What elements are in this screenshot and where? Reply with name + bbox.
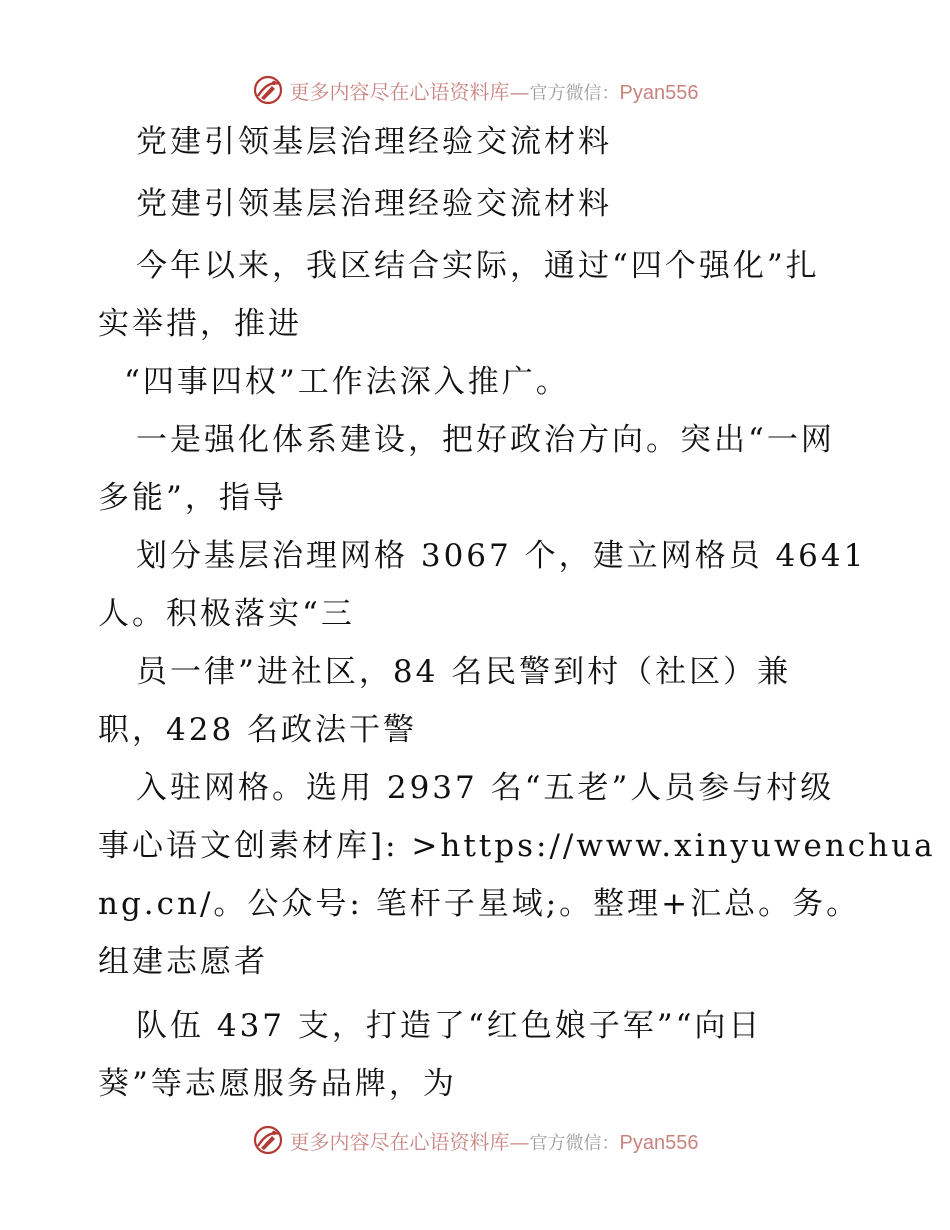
paragraph-line: 多能”，指导 [98,480,287,516]
paragraph-line: 职，428 名政法干警 [98,712,418,748]
footer-banner [0,1120,950,1160]
header-banner-dash: — [509,79,530,104]
brand-logo-icon [252,1124,284,1156]
header-banner-id: Pyan556 [619,81,699,104]
header-banner-main: 更多内容尽在心语资料库 [289,79,510,104]
header-banner-inner [252,74,699,106]
brand-logo-icon [252,74,284,106]
document-title: 党建引领基层治理经验交流材料 [136,124,612,160]
paragraph-line: 人。积极落实“三 [98,596,355,632]
footer-banner-label: 官方微信： [529,1132,620,1154]
paragraph-line: 事心语文创素材库]: >https://www.xinyuwenchua [98,828,936,864]
paragraph-line: 队伍 437 支，打造了“红色娘子军”“向日 [136,1008,763,1044]
document-title-repeat: 党建引领基层治理经验交流材料 [136,186,612,222]
paragraph-line: 今年以来，我区结合实际，通过“四个强化”扎 [136,248,820,284]
footer-banner-dash: — [509,1129,530,1154]
paragraph-line: 入驻网格。选用 2937 名“五老”人员参与村级 [136,770,835,806]
paragraph-line: 一是强化体系建设，把好政治方向。突出“一网 [136,422,835,458]
footer-banner-text [290,1126,699,1155]
paragraph-line: 组建志愿者 [98,944,268,980]
paragraph-line: 员一律”进社区，84 名民警到村（社区）兼 [136,654,792,690]
header-banner-label: 官方微信： [529,82,620,104]
paragraph-line: 划分基层治理网格 3067 个，建立网格员 4641 [136,538,867,574]
paragraph-line: “四事四权”工作法深入推广。 [124,364,570,400]
header-banner [0,70,950,110]
paragraph-line: 实举措，推进 [98,306,302,342]
footer-banner-inner [252,1124,699,1156]
paragraph-line: 葵”等志愿服务品牌，为 [98,1066,457,1102]
header-banner-text [290,76,699,105]
footer-banner-id: Pyan556 [619,1131,699,1154]
footer-banner-main: 更多内容尽在心语资料库 [289,1129,510,1154]
paragraph-line: ng.cn/。公众号: 笔杆子星域;。整理+汇总。务。 [98,886,861,922]
